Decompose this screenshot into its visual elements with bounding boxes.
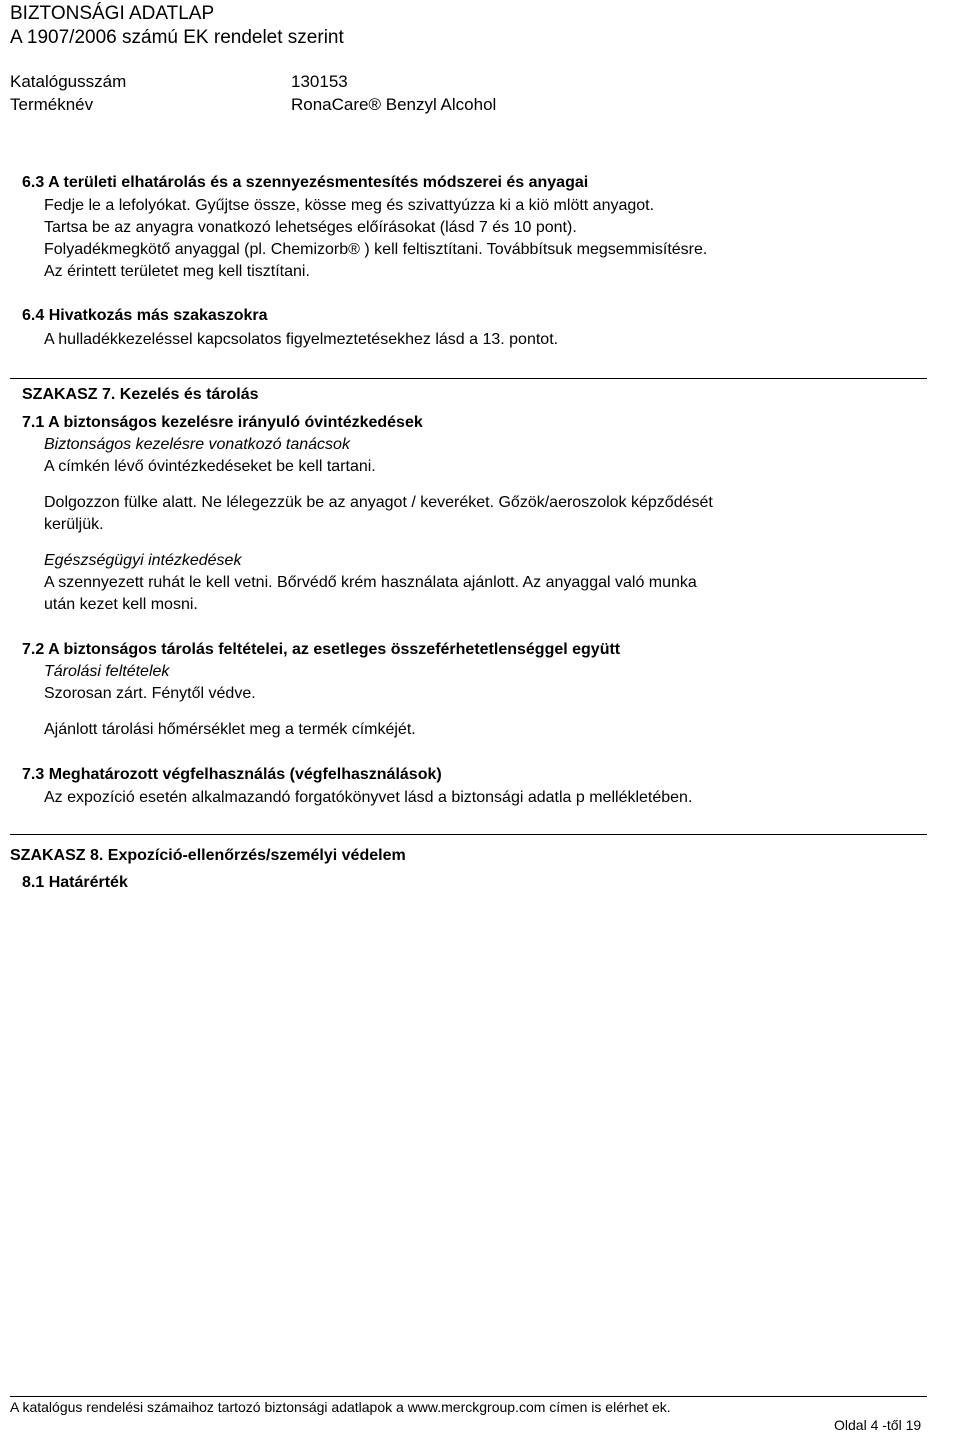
section-7-3-heading: 7.3 Meghatározott végfelhasználás (végfelhasználások) — [22, 766, 442, 783]
section-6-3-line: Fedje le a lefolyókat. Gyűjtse össze, kösse meg és szivattyúzza ki a kiö mlött anyagot. — [44, 197, 655, 214]
section-6-4-text: A hulladékkezeléssel kapcsolatos figyelmeztetésekhez lásd a 13. pontot. — [44, 331, 559, 348]
handling-advice-text: Dolgozzon fülke alatt. Ne lélegezzük be az anyagot / keveréket. Gőzök/aeroszolok képződését — [44, 494, 713, 511]
section-7-heading: SZAKASZ 7. Kezelés és tárolás — [22, 386, 259, 403]
section-6-3-line: Folyadékmegkötő anyaggal (pl. Chemizorb® ) kell feltisztítani. Továbbítsuk megsemmisítésre. — [44, 241, 708, 258]
hygiene-measures-text: A szennyezett ruhát le kell vetni. Bőrvédő krém használata ajánlott. Az anyaggal való munka — [44, 574, 697, 591]
hygiene-measures-subheading: Egészségügyi intézkedések — [44, 552, 242, 569]
handling-advice-subheading: Biztonságos kezelésre vonatkozó tanácsok — [44, 436, 350, 453]
footer-note: A katalógus rendelési számaihoz tartozó biztonsági adatlapok a www.merckgroup.com címen is elérhet ek. — [10, 1399, 671, 1415]
handling-advice-text: kerüljük. — [44, 516, 104, 533]
section-6-4-heading: 6.4 Hivatkozás más szakaszokra — [22, 307, 268, 324]
catalog-label: Katalógusszám — [10, 72, 127, 91]
handling-advice-text: A címkén lévő óvintézkedéseket be kell tartani. — [44, 458, 376, 475]
page-number: Oldal 4 -től 19 — [834, 1417, 922, 1433]
product-label: Terméknév — [10, 95, 94, 114]
regulation-subtitle: A 1907/2006 számú EK rendelet szerint — [10, 27, 344, 48]
hygiene-measures-text: után kezet kell mosni. — [44, 596, 198, 613]
section-7-3-text: Az expozíció esetén alkalmazandó forgatókönyvet lásd a biztonsági adatla p mellékletében. — [44, 789, 693, 806]
footer-divider — [10, 1396, 927, 1397]
section-8-heading: SZAKASZ 8. Expozíció-ellenőrzés/személyi védelem — [10, 847, 406, 864]
storage-conditions-subheading: Tárolási feltételek — [44, 663, 170, 680]
section-8-1-heading: 8.1 Határérték — [22, 874, 128, 891]
section-7-1-heading: 7.1 A biztonságos kezelésre irányuló óvintézkedések — [22, 414, 423, 431]
section-divider — [10, 834, 927, 835]
section-6-3-line: Az érintett területet meg kell tisztítani. — [44, 263, 310, 280]
section-divider — [10, 378, 927, 379]
catalog-number: 130153 — [291, 72, 348, 91]
section-6-3-heading: 6.3 A területi elhatárolás és a szennyezésmentesítés módszerei és anyagai — [22, 174, 589, 191]
storage-temperature-text: Ajánlott tárolási hőmérséklet meg a termék címkéjét. — [44, 721, 416, 738]
section-7-2-heading: 7.2 A biztonságos tárolás feltételei, az esetleges összeférhetetlenséggel együtt — [22, 641, 621, 658]
section-6-3-line: Tartsa be az anyagra vonatkozó lehetséges előírásokat (lásd 7 és 10 pont). — [44, 219, 577, 236]
storage-conditions-text: Szorosan zárt. Fénytől védve. — [44, 685, 256, 702]
product-name: RonaCare® Benzyl Alcohol — [291, 95, 497, 114]
document-title: BIZTONSÁGI ADATLAP — [10, 3, 215, 24]
